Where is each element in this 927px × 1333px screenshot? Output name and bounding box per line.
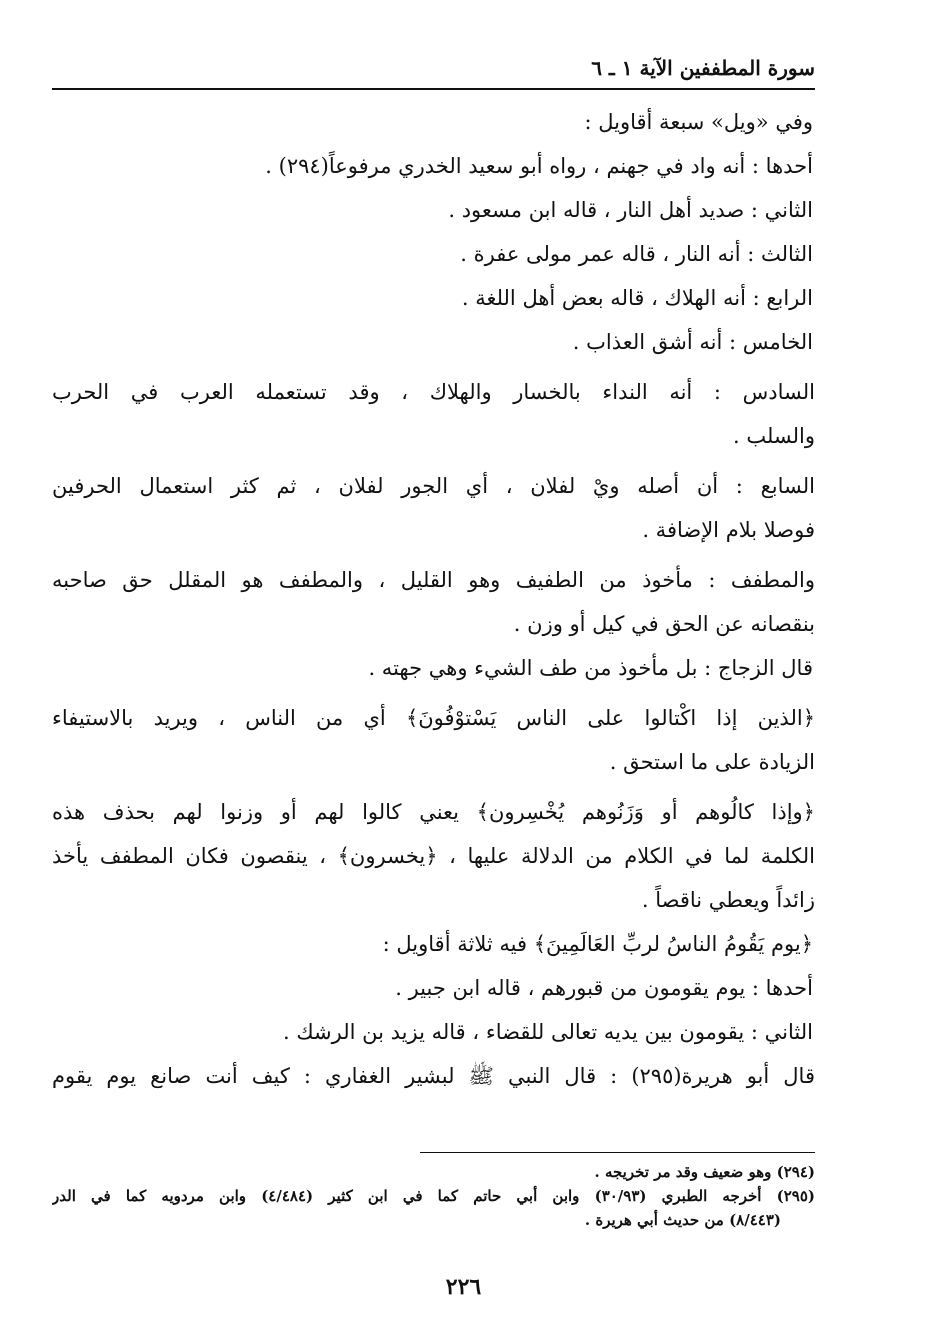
body-line: أحدها : يوم يقومون من قبورهم ، قاله ابن جبير . bbox=[395, 976, 813, 1000]
footnote-rule bbox=[420, 1152, 815, 1153]
footnotes bbox=[52, 1160, 815, 1232]
body-line: الثاني : يقومون بين يديه تعالى للقضاء ، قاله يزيد بن الرشك . bbox=[283, 1020, 813, 1044]
body-line: السابع : أن أصله ويْ لفلان ، أي الجور لفلان ، ثم كثر استعمال الحرفين bbox=[52, 474, 815, 498]
body-line: والسلب . bbox=[732, 424, 815, 448]
body-line: ﴿وإذا كالُوهم أو وَزَنُوهم يُخْسِرون﴾ يعني كالوا لهم أو وزنوا لهم بحذف هذه bbox=[52, 800, 815, 824]
body-line: الثالث : أنه النار ، قاله عمر مولى عفرة . bbox=[460, 242, 813, 266]
body-line: الزيادة على ما استحق . bbox=[609, 750, 815, 774]
body-line: فوصلا بلام الإضافة . bbox=[642, 518, 815, 542]
body-line: أحدها : أنه واد في جهنم ، رواه أبو سعيد الخدري مرفوعاً(٢٩٤) . bbox=[265, 154, 813, 178]
body-line: الثاني : صديد أهل النار ، قاله ابن مسعود . bbox=[448, 198, 813, 222]
body-line: ﴿الذين إذا اكْتالوا على الناس يَسْتوْفُونَ﴾ أي من الناس ، ويريد بالاستيفاء bbox=[52, 706, 815, 730]
body-line: الخامس : أنه أشق العذاب . bbox=[572, 330, 813, 354]
header-rule bbox=[52, 88, 815, 90]
body-line: بنقصانه عن الحق في كيل أو وزن . bbox=[513, 612, 815, 636]
body-line: الكلمة لما في الكلام من الدلالة عليها ، ﴿يخسرون﴾ ، ينقصون فكان المطفف يأخذ bbox=[52, 844, 815, 868]
body-line: ﴿يوم يَقُومُ الناسُ لربِّ العَالَمِينَ﴾ فيه ثلاثة أقاويل : bbox=[382, 932, 813, 956]
page-number: ٢٢٦ bbox=[445, 1274, 482, 1300]
body-text bbox=[52, 100, 815, 1098]
footnote-line: (٢٩٥) أخرجه الطبري (٣٠/٩٣) وابن أبي حاتم كما في ابن كثير (٤/٤٨٤) وابن مردويه كما في الدر bbox=[52, 1187, 815, 1205]
footnote-line: (٢٩٤) وهو ضعيف وقد مر تخريجه . bbox=[594, 1163, 815, 1181]
body-line: قال الزجاج : بل مأخوذ من طف الشيء وهي جهته . bbox=[368, 656, 813, 680]
body-line: زائداً ويعطي ناقصاً . bbox=[641, 888, 815, 912]
body-line: وفي «ويل» سبعة أقاويل : bbox=[584, 110, 813, 134]
body-line: السادس : أنه النداء بالخسار والهلاك ، وقد تستعمله العرب في الحرب bbox=[52, 380, 815, 404]
body-line: قال أبو هريرة(٢٩٥) : قال النبي ﷺ لبشير الغفاري : كيف أنت صانع يوم يقوم bbox=[52, 1064, 815, 1088]
running-header: سورة المطففين الآية ١ ـ ٦ bbox=[591, 56, 815, 80]
body-line: الرابع : أنه الهلاك ، قاله بعض أهل اللغة . bbox=[461, 286, 813, 310]
footnote-line: (٨/٤٤٣) من حديث أبي هريرة . bbox=[584, 1211, 781, 1229]
body-line: والمطفف : مأخوذ من الطفيف وهو القليل ، والمطفف هو المقلل حق صاحبه bbox=[52, 568, 815, 592]
